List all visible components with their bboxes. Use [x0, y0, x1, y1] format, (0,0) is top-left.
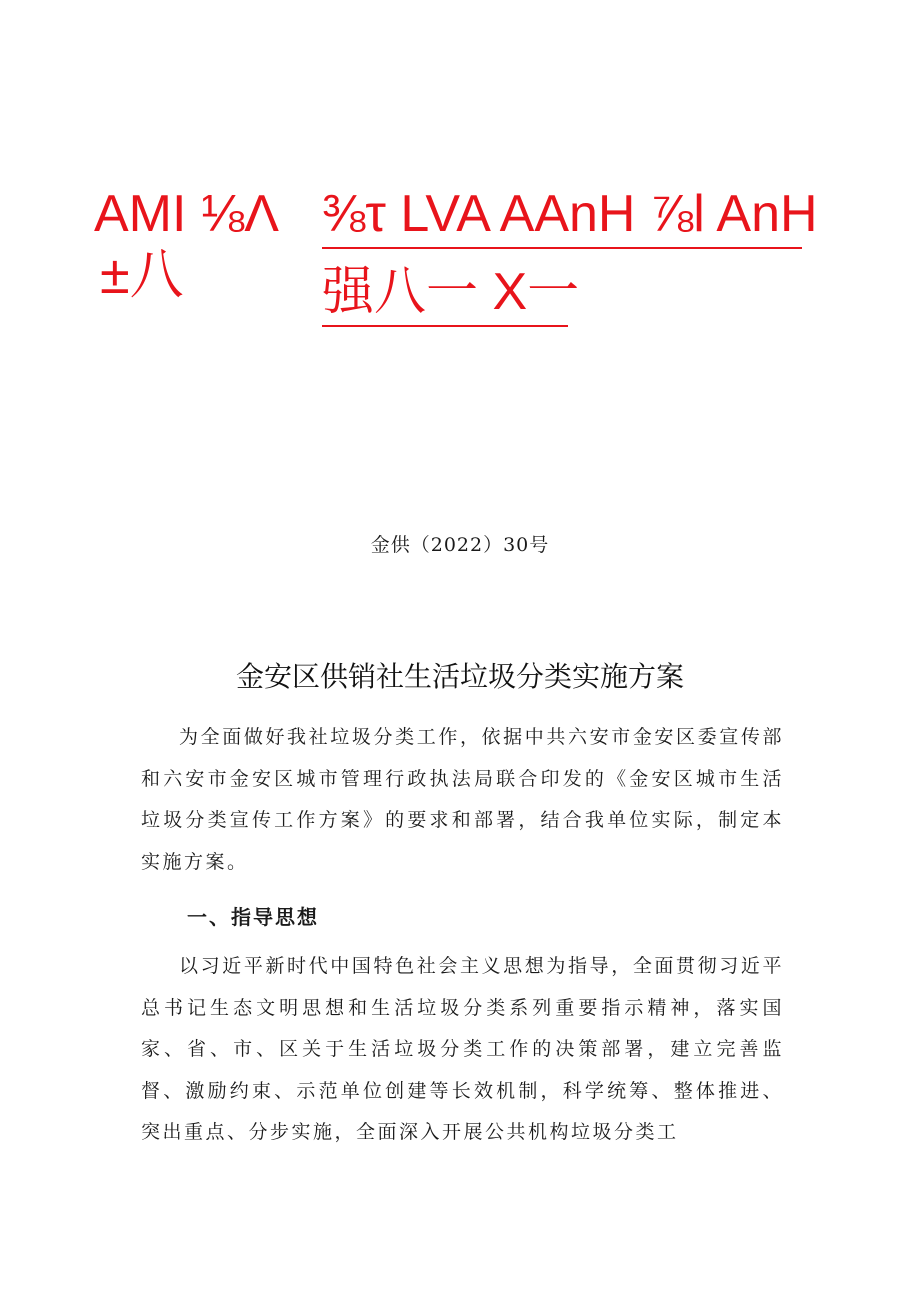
letterhead-left-line1: AMI ⅛Λ — [94, 185, 279, 243]
document-title: 金安区供销社生活垃圾分类实施方案 — [235, 660, 684, 693]
guiding-ideology-paragraph: 以习近平新时代中国特色社会主义思想为指导，全面贯彻习近平总书记生态文明思想和生活垃圾分类系列重要指示精神，落实国家、省、市、区关于生活垃圾分类工作的决策部署，建立完善监督、激励约束、示范单位创建等长效机制，科学统筹、整体推进、突出重点、分步实施，全面深入开展公共机构垃圾分类工 — [141, 955, 784, 1143]
letterhead-left-line2: ±八 — [100, 245, 184, 305]
intro-paragraph: 为全面做好我社垃圾分类工作，依据中共六安市金安区委宣传部和六安市金安区城市管理行政执法局联合印发的《金安区城市生活垃圾分类宣传工作方案》的要求和部署，结合我单位实际，制定本实施方案。 — [141, 726, 784, 873]
letterhead-right-line1: ⅜τ LVA AAnH ⅞l AnH — [322, 188, 802, 249]
document-number: 金供（2022）30号 — [370, 534, 550, 556]
section-heading-guiding-ideology: 一、指导思想 — [187, 905, 319, 929]
letterhead-right-line2: 强八一 X一 — [322, 266, 568, 327]
